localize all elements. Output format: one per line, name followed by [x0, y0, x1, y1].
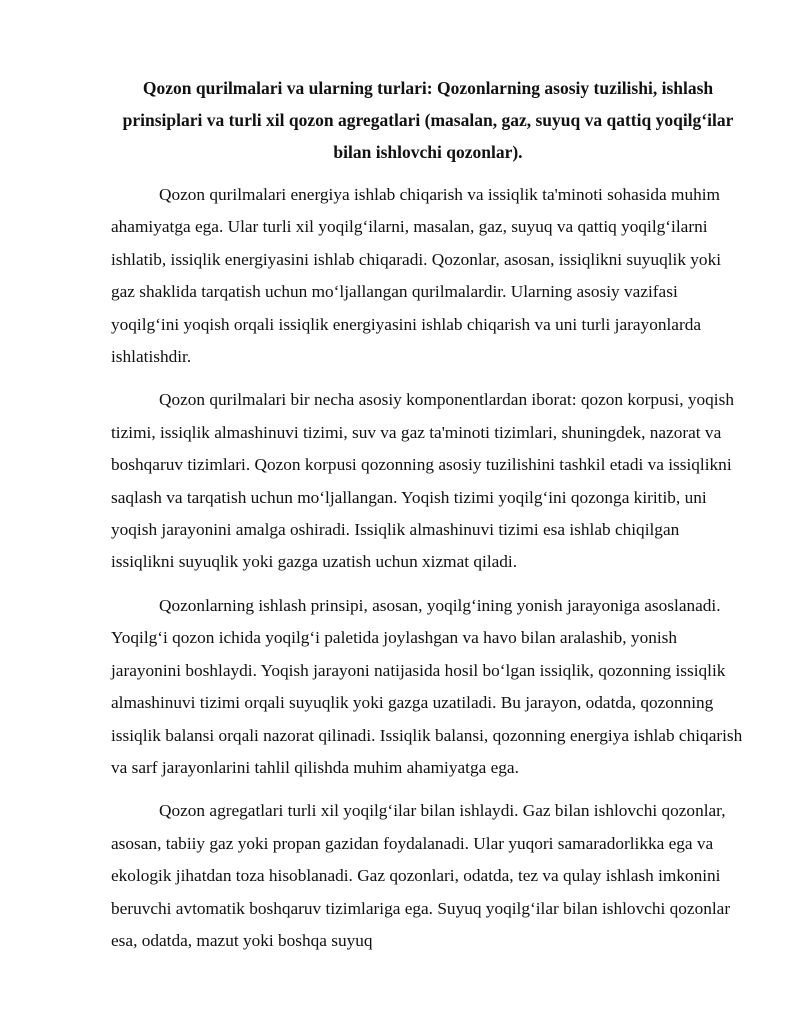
paragraph-1: Qozon qurilmalari energiya ishlab chiqarish va issiqlik ta'minoti sohasida muhim ahamiyatga ega. Ular turli xil yoqilg‘ilarni, masalan, gaz, suyuq va qattiq yoqilg‘ilarni ishlatib, issiqlik energiyasini ishlab chiqaradi. Qozonlar, asosan, issiqlikni suyuqlik yoki gaz shaklida tarqatish uchun mo‘ljallangan qurilmalardir. Ularning asosiy vazifasi yoqilg‘ini yoqish orqali issiqlik energiyasini ishlab chiqarish va uni turli jarayonlarda ishlatishdir. [111, 185, 722, 367]
document-title: Qozon qurilmalari va ularning turlari: Qozonlarning asosiy tuzilishi, ishlash prinsiplari va turli xil qozon agregatlari (masalan, gaz, suyuq va qattiq yoqilg‘ilar bilan ishlovchi qozonlar). [122, 78, 734, 162]
paragraph-4: Qozon agregatlari turli xil yoqilg‘ilar bilan ishlaydi. Gaz bilan ishlovchi qozonlar, asosan, tabiiy gaz yoki propan gazidan foydalanadi. Ular yuqori samaradorlikka ega va ekologik jihatdan toza hisoblanadi. Gaz qozonlari, odatda, tez va qulay ishlash imkonini beruvchi avtomatik boshqaruv tizimlariga ega. Suyuq yoqilg‘ilar bilan ishlovchi qozonlar esa, odatda, mazut yoki boshqa suyuq [111, 801, 731, 950]
paragraph-3: Qozonlarning ishlash prinsipi, asosan, yoqilg‘ining yonish jarayoniga asoslanadi. Yoqilg‘i qozon ichida yoqilg‘i paletida joylashgan va havo bilan aralashib, yonish jarayonini boshlaydi. Yoqish jarayoni natijasida hosil bo‘lgan issiqlik, qozonning issiqlik almashinuvi tizimi orqali suyuqlik yoki gazga uzatiladi. Bu jarayon, odatda, qozonning issiqlik balansi orqali nazorat qilinadi. Issiqlik balansi, qozonning energiya ishlab chiqarish va sarf jarayonlarini tahlil qilishda muhim ahamiyatga ega. [111, 595, 743, 777]
paragraph-2: Qozon qurilmalari bir necha asosiy komponentlardan iborat: qozon korpusi, yoqish tizimi, issiqlik almashinuvi tizimi, suv va gaz ta'minoti tizimlari, shuningdek, nazorat va boshqaruv tizimlari. Qozon korpusi qozonning asosiy tuzilishini tashkil etadi va issiqlikni saqlash va tarqatish uchun mo‘ljallangan. Yoqish tizimi yoqilg‘ini qozonga kiritib, uni yoqish jarayonini amalga oshiradi. Issiqlik almashinuvi tizimi esa ishlab chiqilgan issiqlikni suyuqlik yoki gazga uzatish uchun xizmat qiladi. [111, 390, 734, 572]
